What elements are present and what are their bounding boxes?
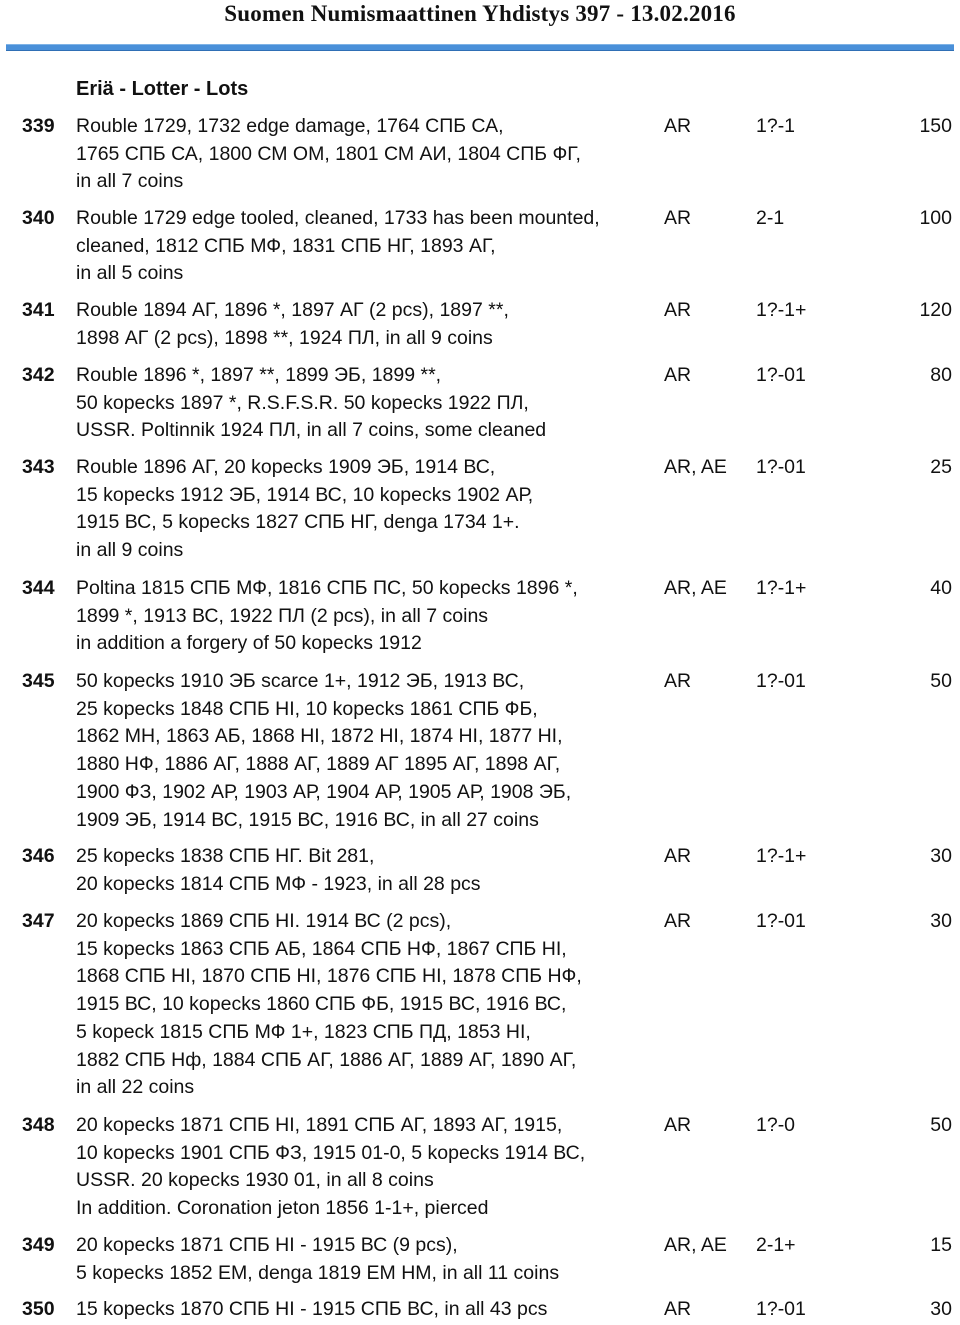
- lot-description: [76, 362, 661, 445]
- description-line: In addition. Coronation jeton 1856 1-1+, pierced: [76, 1197, 489, 1220]
- lot-price: 15: [930, 1234, 952, 1256]
- lot-price: 30: [930, 1298, 952, 1320]
- lot-metal: AR: [664, 115, 692, 137]
- lot-description: [76, 908, 661, 1102]
- lot-grade: 1?-01: [756, 1298, 806, 1320]
- lot-price: 25: [930, 456, 952, 478]
- description-line: USSR. Poltinnik 1924 ПЛ, in all 7 coins, some cleaned: [76, 419, 547, 442]
- description-line: 15 kopecks 1912 ЭБ, 1914 ВС, 10 kopecks 1902 АР,: [76, 483, 534, 506]
- description-line: 1882 СПБ Нф, 1884 СПБ АГ, 1886 АГ, 1889 АГ, 1890 АГ,: [76, 1048, 577, 1071]
- description-line: 1899 *, 1913 ВС, 1922 ПЛ (2 pcs), in all 7 coins: [76, 604, 489, 627]
- lot-metal: AR: [664, 207, 692, 229]
- description-line: in addition a forgery of 50 kopecks 1912: [76, 632, 422, 655]
- lot-number: 350: [22, 1298, 55, 1320]
- lot-metal: AR, AE: [664, 1234, 727, 1256]
- lot-price: 50: [930, 1114, 952, 1136]
- description-line: Rouble 1729, 1732 edge damage, 1764 СПБ СА,: [76, 115, 504, 137]
- lot-grade: 1?-1+: [756, 845, 807, 867]
- lot-description: [76, 1296, 661, 1324]
- lot-metal: AR: [664, 910, 692, 932]
- lot-number: 347: [22, 910, 55, 932]
- description-line: in all 7 coins: [76, 170, 184, 193]
- lot-number: 349: [22, 1234, 55, 1256]
- header-divider: [6, 44, 954, 51]
- description-line: cleaned, 1812 СПБ МФ, 1831 СПБ НГ, 1893 АГ,: [76, 234, 496, 257]
- description-line: 20 kopecks 1869 СПБ HI. 1914 ВС (2 pcs),: [76, 910, 452, 932]
- lot-number: 340: [22, 207, 55, 229]
- description-line: Rouble 1729 edge tooled, cleaned, 1733 has been mounted,: [76, 207, 600, 229]
- description-line: 1915 ВС, 10 kopecks 1860 СПБ ФБ, 1915 ВС, 1916 ВС,: [76, 993, 567, 1016]
- lot-price: 100: [919, 207, 952, 229]
- lot-grade: 1?-1+: [756, 299, 807, 321]
- description-line: 20 kopecks 1814 СПБ МФ - 1923, in all 28 pcs: [76, 872, 481, 895]
- lot-grade: 1?-1: [756, 115, 796, 137]
- description-line: Rouble 1894 АГ, 1896 *, 1897 АГ (2 pcs), 1897 **,: [76, 299, 509, 321]
- page-header: Suomen Numismaattinen Yhdistys 397 - 13.02.2016: [224, 1, 736, 26]
- description-line: 1915 ВС, 5 kopecks 1827 СПБ НГ, denga 1734 1+.: [76, 511, 520, 534]
- description-line: 20 kopecks 1871 СПБ HI, 1891 СПБ АГ, 1893 АГ, 1915,: [76, 1114, 563, 1136]
- description-line: 5 kopecks 1852 ЕМ, denga 1819 ЕМ НМ, in all 11 coins: [76, 1261, 560, 1284]
- description-line: 1880 НФ, 1886 АГ, 1888 АГ, 1889 АГ 1895 АГ, 1898 АГ,: [76, 753, 561, 776]
- lot-price: 30: [930, 845, 952, 867]
- description-line: 25 kopecks 1838 СПБ НГ. Bit 281,: [76, 845, 375, 867]
- section-title: Eriä - Lotter - Lots: [76, 78, 249, 100]
- lot-number: 342: [22, 364, 55, 386]
- lot-grade: 2-1: [756, 207, 785, 229]
- lot-grade: 1?-01: [756, 456, 806, 478]
- description-line: in all 9 coins: [76, 539, 184, 562]
- lot-description: [76, 297, 661, 352]
- lot-description: [76, 113, 661, 196]
- lot-metal: AR: [664, 299, 692, 321]
- lot-price: 40: [930, 577, 952, 599]
- lot-price: 30: [930, 910, 952, 932]
- description-line: 1900 ФЗ, 1902 АР, 1903 АР, 1904 АР, 1905 АР, 1908 ЭБ,: [76, 780, 572, 803]
- lot-metal: AR: [664, 1114, 692, 1136]
- description-line: 1909 ЭБ, 1914 ВС, 1915 ВС, 1916 ВС, in all 27 coins: [76, 808, 539, 831]
- lot-number: 346: [22, 845, 55, 867]
- description-line: 5 kopeck 1815 СПБ МФ 1+, 1823 СПБ ПД, 1853 HI,: [76, 1020, 531, 1043]
- lot-description: [76, 668, 661, 834]
- lot-price: 80: [930, 364, 952, 386]
- lot-grade: 1?-01: [756, 910, 806, 932]
- lot-metal: AR, AE: [664, 456, 727, 478]
- lot-number: 345: [22, 670, 55, 692]
- lot-number: 348: [22, 1114, 55, 1136]
- lot-grade: 1?-01: [756, 670, 806, 692]
- description-line: 15 kopecks 1863 СПБ АБ, 1864 СПБ НФ, 1867 СПБ HI,: [76, 937, 567, 960]
- lot-number: 339: [22, 115, 55, 137]
- description-line: 15 kopecks 1870 СПБ HI - 1915 СПБ ВС, in all 43 pcs: [76, 1298, 548, 1320]
- lot-description: [76, 1232, 661, 1287]
- lot-number: 343: [22, 456, 55, 478]
- lot-metal: AR, AE: [664, 577, 727, 599]
- description-line: 25 kopecks 1848 СПБ HI, 10 kopecks 1861 СПБ ФБ,: [76, 697, 538, 720]
- description-line: 50 kopecks 1897 *, R.S.F.S.R. 50 kopecks 1922 ПЛ,: [76, 391, 529, 414]
- description-line: in all 22 coins: [76, 1076, 195, 1099]
- description-line: 50 kopecks 1910 ЭБ scarce 1+, 1912 ЭБ, 1913 ВС,: [76, 670, 525, 692]
- description-line: Rouble 1896 АГ, 20 kopecks 1909 ЭБ, 1914 ВС,: [76, 456, 496, 478]
- lot-price: 150: [919, 115, 952, 137]
- lot-description: [76, 205, 661, 288]
- lot-number: 341: [22, 299, 55, 321]
- description-line: Poltina 1815 СПБ МФ, 1816 СПБ ПС, 50 kopecks 1896 *,: [76, 577, 578, 599]
- lot-metal: AR: [664, 1298, 692, 1320]
- description-line: 1898 АГ (2 pcs), 1898 **, 1924 ПЛ, in all 9 coins: [76, 326, 493, 349]
- lot-description: [76, 1112, 661, 1223]
- description-line: 20 kopecks 1871 СПБ HI - 1915 ВС (9 pcs),: [76, 1234, 458, 1256]
- lot-grade: 1?-0: [756, 1114, 796, 1136]
- lot-grade: 1?-1+: [756, 577, 807, 599]
- lot-metal: AR: [664, 364, 692, 386]
- description-line: 1868 СПБ HI, 1870 СПБ HI, 1876 СПБ HI, 1878 СПБ НФ,: [76, 965, 582, 988]
- lot-metal: AR: [664, 845, 692, 867]
- description-line: Rouble 1896 *, 1897 **, 1899 ЭБ, 1899 **,: [76, 364, 442, 386]
- lot-description: [76, 454, 661, 565]
- lot-price: 50: [930, 670, 952, 692]
- lot-metal: AR: [664, 670, 692, 692]
- description-line: 10 kopecks 1901 СПБ ФЗ, 1915 01-0, 5 kopecks 1914 ВС,: [76, 1141, 586, 1164]
- description-line: USSR. 20 kopecks 1930 01, in all 8 coins: [76, 1169, 434, 1192]
- description-line: 1765 СПБ СА, 1800 СМ ОМ, 1801 СМ АИ, 1804 СПБ ФГ,: [76, 142, 581, 165]
- lot-description: [76, 575, 661, 658]
- lot-price: 120: [919, 299, 952, 321]
- lot-number: 344: [22, 577, 55, 599]
- lot-grade: 1?-01: [756, 364, 806, 386]
- description-line: in all 5 coins: [76, 262, 184, 285]
- lot-grade: 2-1+: [756, 1234, 796, 1256]
- lot-description: [76, 843, 661, 898]
- description-line: 1862 МН, 1863 АБ, 1868 HI, 1872 HI, 1874 HI, 1877 HI,: [76, 725, 563, 748]
